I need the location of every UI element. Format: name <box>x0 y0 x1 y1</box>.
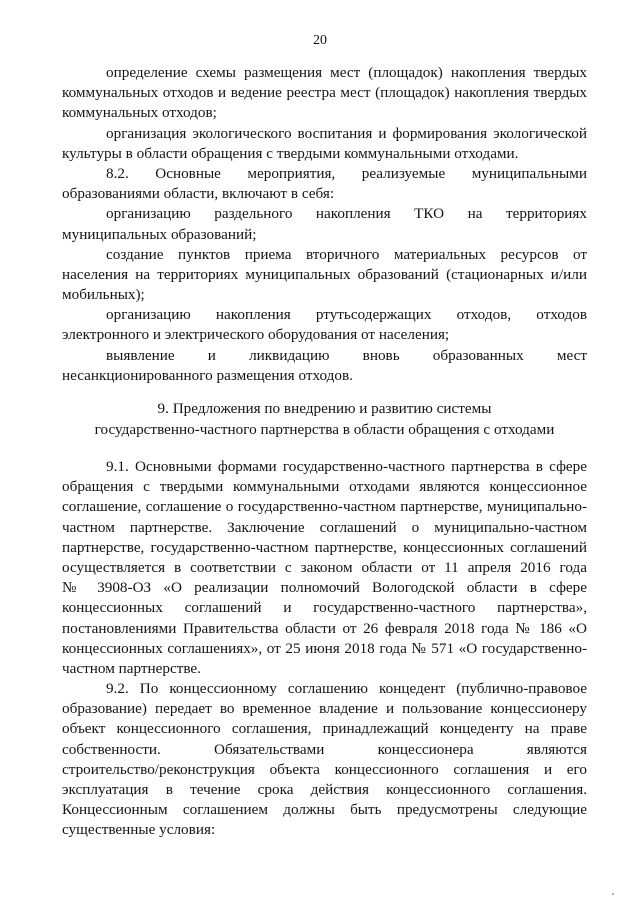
section-8-line: организация экологического воспитания и формирования экологической <box>106 124 587 142</box>
section-9-line: 9.2. По концессионному соглашению концедент (публично-правовое <box>106 680 587 698</box>
section-8-line: населения на территориях муниципальных образований (стационарных и/или <box>62 265 587 283</box>
section-9-line: частном партнерстве. Заключение соглашений о муниципально-частном <box>62 518 587 536</box>
heading-line: 9. Предложения по внедрению и развитию системы <box>157 400 492 417</box>
section-9-line: № 3908-ОЗ «О реализации полномочий Вологодской области в сфере <box>62 579 587 597</box>
page-number: 20 <box>313 33 327 48</box>
body-text-section-8 <box>62 63 587 386</box>
section-9-line: партнерстве, государственно-частном партнерстве, концессионных соглашений <box>62 538 587 556</box>
heading-line: государственно-частного партнерства в области обращения с отходами <box>94 421 555 438</box>
section-9-line: образование) передает во временное владение и пользование концессионеру <box>62 700 587 718</box>
section-8-line: коммунальных отходов; <box>62 104 217 122</box>
section-9-line: концессионных соглашениях», от 25 июня 2018 года № 571 «О государственно- <box>62 639 587 657</box>
body-text-section-9 <box>62 457 587 841</box>
section-8-line: образованиями области, включают в себя: <box>62 185 335 203</box>
section-9-line: строительство/реконструкция объекта концессионного соглашения и его <box>62 760 587 778</box>
section-8-line: организацию раздельного накопления ТКО на территориях <box>106 205 587 223</box>
section-9-line: частном партнерстве. <box>62 659 201 677</box>
section-8-line: определение схемы размещения мест (площадок) накопления твердых <box>106 64 587 81</box>
section-8-line: несанкционированного размещения отходов. <box>62 366 353 384</box>
section-9-line: концессионных соглашений и государственно-частного партнерства», <box>62 599 587 617</box>
section-9-line: Концессионным соглашением должны быть предусмотрены следующие <box>62 801 587 819</box>
section-8-line: создание пунктов приема вторичного материальных ресурсов от <box>106 245 587 263</box>
section-9-line: 9.1. Основными формами государственно-частного партнерства в сфере <box>106 458 587 475</box>
section-8-line: муниципальных образований; <box>62 225 257 243</box>
section-9-line: соглашение, соглашение о государственно-частном партнерстве, муниципально- <box>62 498 587 516</box>
scan-speck <box>612 893 614 895</box>
section-9-heading <box>62 398 587 440</box>
section-9-line: объект концессионного соглашения, принадлежащий концеденту на праве <box>62 720 587 738</box>
section-8-line: электронного и электрического оборудования от населения; <box>62 326 450 344</box>
section-9-line: эксплуатация в течение срока действия концессионного соглашения. <box>62 781 587 798</box>
section-8-line: выявление и ликвидацию вновь образованных мест <box>106 346 587 364</box>
section-8-line: культуры в области обращения с твердыми коммунальными отходами. <box>62 144 519 162</box>
section-9-line: существенные условия: <box>62 821 216 839</box>
section-8-line: 8.2. Основные мероприятия, реализуемые муниципальными <box>106 164 587 182</box>
section-9-line: осуществляется в соответствии с законом области от 11 апреля 2016 года <box>62 558 587 576</box>
section-8-line: коммунальных отходов и ведение реестра мест (площадок) накопления твердых <box>62 84 587 102</box>
section-9-line: обращения с твердыми коммунальными отходами являются концессионное <box>62 478 587 496</box>
section-9-line: постановлениями Правительства области от 26 февраля 2018 года № 186 «О <box>62 619 587 637</box>
section-8-line: организацию накопления ртутьсодержащих отходов, отходов <box>106 306 587 324</box>
section-9-line: собственности. Обязательствами концессионера являются <box>62 740 587 758</box>
section-8-line: мобильных); <box>62 286 145 304</box>
